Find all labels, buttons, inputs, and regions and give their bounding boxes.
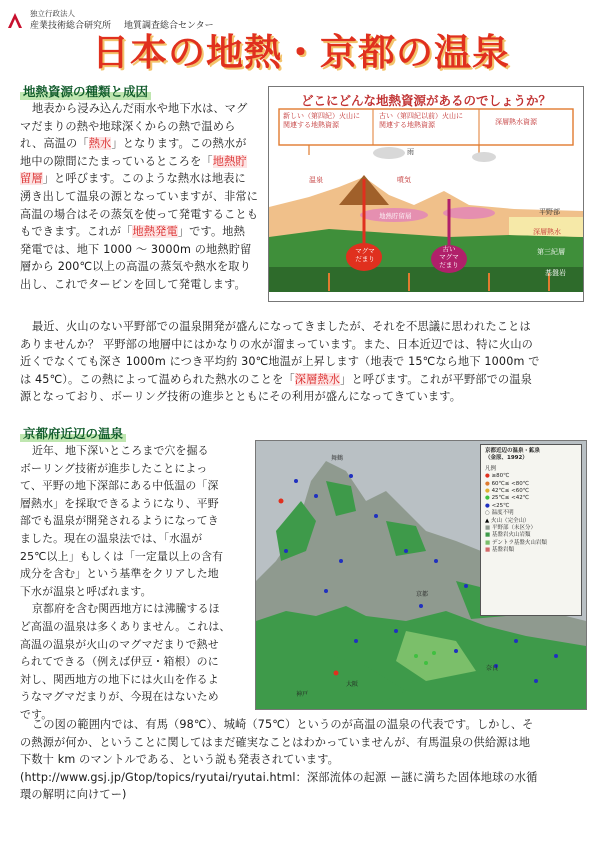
diagram-question: どこにどんな地熱資源があるのでしょうか？ bbox=[300, 93, 551, 108]
legend-label: 60℃≤ <80℃ bbox=[491, 480, 529, 487]
text-line: 」と呼びます。このような熱水は地表に bbox=[42, 172, 246, 186]
text-line: ありませんか？ 平野部の地層中にはかなりの水が溜まっています。また、日本近辺では、特に火山の bbox=[20, 337, 534, 351]
text-line: 層から 200℃以上の高温の蒸気や熱水を取り bbox=[20, 260, 251, 274]
legend-title: 京都近辺の温泉・鉱泉 （金原、1992） bbox=[485, 448, 541, 462]
legend-label: <25℃ bbox=[491, 502, 510, 509]
text-line: 25℃以上」もしくは「一定量以上の含有 bbox=[20, 549, 224, 563]
label-magma: マグマ だまり bbox=[355, 247, 375, 263]
text-line: れ、高温の「 bbox=[20, 137, 89, 151]
text-line: 」です。地熱 bbox=[177, 225, 245, 239]
text-line: 」となります。この熱水が bbox=[111, 137, 247, 151]
text-line: られてできる（例えば伊豆・箱根）のに bbox=[20, 655, 219, 669]
text-line: 高温の温泉が火山のマグマだまりで熱せ bbox=[20, 637, 219, 651]
label-tertiary: 第三紀層 bbox=[537, 248, 565, 256]
text-line: 」と呼びます。これが平野部での温泉 bbox=[340, 372, 532, 386]
legend-item: ● ≥80℃ bbox=[485, 473, 510, 480]
legend-hanrei: 凡例 bbox=[485, 465, 497, 472]
text-line: です。 bbox=[20, 707, 53, 721]
legend-item: ● <25℃ bbox=[485, 502, 510, 509]
highlight-term: 地熱発電 bbox=[132, 225, 178, 239]
text-line: 最近、火山のない平野部での温泉開発が盛んになってきましたが、それを不思議に思われたことは bbox=[32, 320, 531, 333]
text-line: ました。現在の温泉法では、「水温が bbox=[20, 531, 203, 545]
reference-link-cont: 環の解明に向けてー) bbox=[20, 788, 127, 802]
highlight-term: 熱水 bbox=[88, 137, 112, 151]
legend-label: ≥80℃ bbox=[491, 473, 510, 480]
text-line: この図の範囲内では、有馬（98℃）、城崎（75℃）というのが高温の温泉の代表です。しかし、そ bbox=[32, 718, 534, 731]
legend-label: 温度不明 bbox=[491, 510, 514, 517]
legend-label: 基盤岩火山岩類 bbox=[491, 532, 531, 539]
city-label: 奈良 bbox=[486, 665, 499, 672]
text-line: 成分を含む」という基準をクリアした地 bbox=[20, 567, 219, 581]
text-line: 下数十 km のマントルである、という説も発表されています。 bbox=[20, 753, 339, 767]
text-line: マだまりの熱や地球深くからの熱で温めら bbox=[20, 119, 236, 133]
label-hot-spring: 温泉 bbox=[309, 176, 323, 184]
city-label: 京都 bbox=[416, 591, 429, 598]
text-line: ど高温の温泉は多くありません。これは、 bbox=[20, 619, 231, 633]
label-old-magma: 古い マグマ だまり bbox=[439, 245, 459, 269]
text-line: の熱源が何か、ということに関してはまだ確実なことはわかっていませんが、有馬温泉の供給源は地 bbox=[20, 735, 531, 749]
label-rain: 雨 bbox=[407, 148, 414, 156]
text-line: て、平野の地下深部にある中低温の「深 bbox=[20, 479, 219, 493]
text-line: 部でも温泉が開発されるようになってき bbox=[20, 514, 219, 528]
legend-label: 火山（完全山） bbox=[490, 517, 530, 524]
arima-paragraph bbox=[20, 716, 582, 804]
legend-label: デントラ基盤火山岩類 bbox=[491, 539, 547, 546]
aist-logo-icon bbox=[6, 10, 24, 30]
box-new-volcano: 新しい（第四紀）火山に 関連する地熱資源 bbox=[283, 112, 360, 129]
highlight-term: 深層熱水 bbox=[294, 372, 341, 386]
geothermal-diagram bbox=[268, 86, 584, 302]
text-line: 近くでなくても深さ 1000m につき平均約 30℃地温が上昇します（地表で 15℃なら地下 1000m で bbox=[20, 355, 540, 369]
box-old-volcano: 古い（第四紀以前）火山に 関連する地熱資源 bbox=[379, 112, 463, 129]
legend-label: 平野部（未区分） bbox=[491, 525, 536, 532]
label-basement: 基盤岩 bbox=[545, 269, 566, 277]
label-reservoir: 地熱貯留層 bbox=[379, 212, 412, 220]
map-legend bbox=[480, 444, 582, 616]
label-deep-water: 深層熱水 bbox=[533, 228, 561, 236]
text-line: 地中の隙間にたまっているところを「 bbox=[20, 154, 213, 168]
deep-water-paragraph bbox=[20, 318, 582, 406]
legend-label: 25℃≤ <42℃ bbox=[491, 495, 529, 502]
box-deep-water: 深層熱水資源 bbox=[495, 118, 537, 126]
geothermal-paragraph bbox=[20, 100, 270, 294]
city-label: 神戸 bbox=[296, 691, 309, 698]
text-line: もできます。これが「 bbox=[20, 225, 133, 239]
label-plain: 平野部 bbox=[539, 208, 560, 216]
legend-label: 基盤岩類 bbox=[491, 547, 514, 554]
legend-item: ▲ 火山（完全山） bbox=[485, 517, 530, 524]
kyoto-paragraph bbox=[20, 442, 252, 724]
legend-item: ■ 基盤岩類 bbox=[485, 547, 514, 554]
legend-item: ■ 平野部（未区分） bbox=[485, 525, 536, 532]
legend-item: ○ 温度不明 bbox=[485, 510, 514, 517]
text-line: 近年、地下深いところまで穴を掘る bbox=[32, 444, 209, 457]
legend-item: ● 25℃≤ <42℃ bbox=[485, 495, 529, 502]
text-line: 湧き出して温泉の源となっていますが、非常に bbox=[20, 189, 259, 203]
highlight-term: 地熱貯 bbox=[212, 154, 247, 168]
text-line: うなマグマだまりが、今現在はないため bbox=[20, 690, 219, 704]
city-label: 舞鶴 bbox=[331, 455, 344, 462]
legend-item: ● 60℃≤ <80℃ bbox=[485, 480, 529, 487]
legend-items bbox=[481, 473, 581, 554]
label-deep-heat: 地下深部からの熱 bbox=[400, 292, 452, 300]
text-line: 層熱水」を採取できるようになり、平野 bbox=[20, 496, 219, 510]
page-title: 日本の地熱・京都の温泉 bbox=[92, 31, 510, 74]
org-name: 産業技術総合研究所 bbox=[30, 21, 112, 31]
label-fumarole: 噴気 bbox=[397, 176, 411, 184]
text-line: 下水が温泉と呼ばれます。 bbox=[20, 584, 152, 598]
text-line: 対し、関西地方の地下には火山を作るよ bbox=[20, 672, 219, 686]
center-name: 地質調査総合センター bbox=[124, 21, 214, 31]
text-line: 源となっており、ボーリング技術の進歩とともにその利用が盛んになってきています。 bbox=[20, 390, 462, 404]
text-line: 発電では、地下 1000 〜 3000m の地熱貯留 bbox=[20, 242, 252, 256]
org-type-label: 独立行政法人 bbox=[30, 9, 75, 18]
legend-item: ■ 基盤岩火山岩類 bbox=[485, 532, 531, 539]
legend-item: ● 42℃≤ <60℃ bbox=[485, 488, 529, 495]
reference-link[interactable]: (http://www.gsj.jp/Gtop/topics/ryutai/ryutai.html：深部流体の起源 ー謎に満ちた固体地球の水循 bbox=[20, 770, 538, 784]
text-line: 出し、これでタービンを回して発電します。 bbox=[20, 277, 246, 291]
section-heading-geothermal: 地熱資源の種類と成因 bbox=[20, 82, 151, 100]
text-line: 地表から浸み込んだ雨水や地下水は、マグ bbox=[32, 102, 248, 115]
legend-label: 42℃≤ <60℃ bbox=[491, 488, 529, 495]
city-label: 大阪 bbox=[346, 681, 359, 688]
highlight-term: 留層 bbox=[20, 172, 43, 186]
text-line: 高温の場合はその蒸気を使って発電することも bbox=[20, 207, 259, 221]
section-heading-kyoto: 京都府近辺の温泉 bbox=[20, 424, 126, 442]
page-header bbox=[0, 0, 594, 72]
text-line: ボーリング技術が進歩したことによっ bbox=[20, 461, 208, 475]
text-line: は 45℃）。この熱によって温められた熱水のことを「 bbox=[20, 372, 295, 386]
text-line: 京都府を含む関西地方には沸騰するほ bbox=[32, 602, 220, 616]
legend-item: ■ デントラ基盤火山岩類 bbox=[485, 539, 547, 546]
